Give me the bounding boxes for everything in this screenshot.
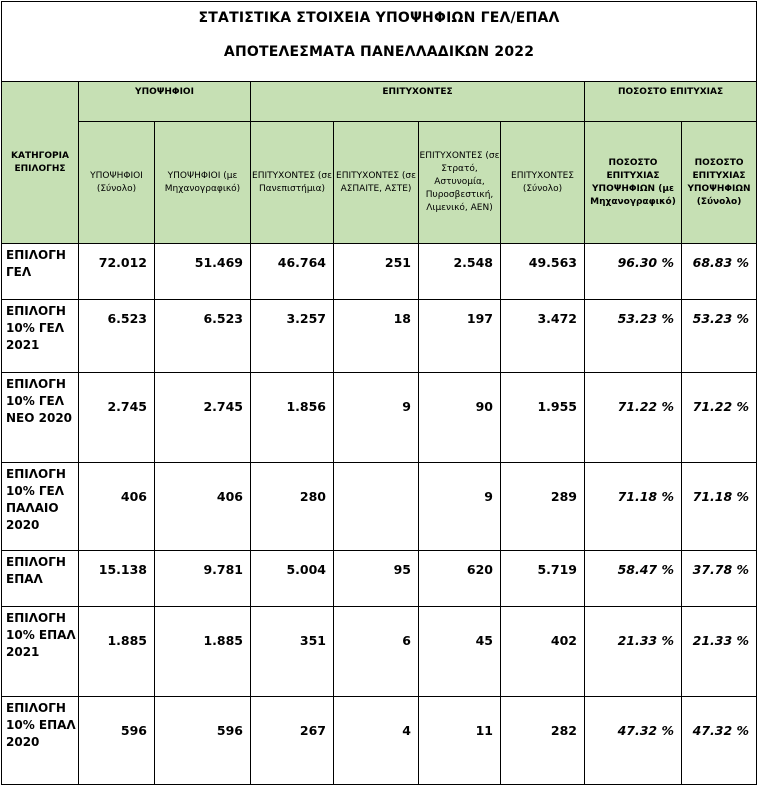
table-cell: 47.32 % xyxy=(682,697,757,785)
table-cell: 45 xyxy=(419,607,501,697)
table-cell: 53.23 % xyxy=(682,300,757,373)
table-cell: 58.47 % xyxy=(585,551,682,607)
table-cell: 267 xyxy=(251,697,334,785)
stats-table xyxy=(1,1,757,785)
table-row xyxy=(2,697,757,785)
column-header: ΕΠΙΤΥΧΟΝΤΕΣ (Σύνολο) xyxy=(501,122,585,244)
row-category: ΕΠΙΛΟΓΗ 10% ΓΕΛ ΝΕΟ 2020 xyxy=(2,373,79,463)
table-cell: 49.563 xyxy=(501,244,585,300)
table-row xyxy=(2,373,757,463)
table-cell: 11 xyxy=(419,697,501,785)
table-row xyxy=(2,300,757,373)
table-cell: 5.719 xyxy=(501,551,585,607)
table-row xyxy=(2,463,757,551)
column-header-row xyxy=(2,122,757,244)
table-cell: 289 xyxy=(501,463,585,551)
table-cell: 280 xyxy=(251,463,334,551)
table-cell: 90 xyxy=(419,373,501,463)
column-header: ΕΠΙΤΥΧΟΝΤΕΣ (σε ΑΣΠΑΙΤΕ, ΑΣΤΕ) xyxy=(334,122,419,244)
table-cell xyxy=(334,463,419,551)
table-cell: 197 xyxy=(419,300,501,373)
column-header: ΠΟΣΟΣΤΟ ΕΠΙΤΥΧΙΑΣ ΥΠΟΨΗΦΙΩΝ (Σύνολο) xyxy=(682,122,757,244)
table-cell: 71.18 % xyxy=(585,463,682,551)
table-cell: 3.472 xyxy=(501,300,585,373)
table-cell: 2.548 xyxy=(419,244,501,300)
group-header-candidates: ΥΠΟΨΗΦΙΟΙ xyxy=(79,82,251,122)
table-cell: 4 xyxy=(334,697,419,785)
table-cell: 596 xyxy=(155,697,251,785)
title-line-2: ΑΠΟΤΕΛΕΣΜΑΤΑ ΠΑΝΕΛΛΑΔΙΚΩΝ 2022 xyxy=(223,44,535,60)
table-cell: 95 xyxy=(334,551,419,607)
table-cell: 6 xyxy=(334,607,419,697)
column-header: ΥΠΟΨΗΦΙΟΙ (με Μηχανογραφικό) xyxy=(155,122,251,244)
table-cell: 5.004 xyxy=(251,551,334,607)
table-cell: 406 xyxy=(79,463,155,551)
row-category: ΕΠΙΛΟΓΗ 10% ΓΕΛ 2021 xyxy=(2,300,79,373)
title-cell xyxy=(2,2,757,82)
table-cell: 9 xyxy=(419,463,501,551)
table-cell: 68.83 % xyxy=(682,244,757,300)
table-cell: 71.18 % xyxy=(682,463,757,551)
table-cell: 402 xyxy=(501,607,585,697)
table-cell: 2.745 xyxy=(155,373,251,463)
table-row xyxy=(2,244,757,300)
row-category: ΕΠΙΛΟΓΗ 10% ΕΠΑΛ 2020 xyxy=(2,697,79,785)
table-cell: 282 xyxy=(501,697,585,785)
table-cell: 251 xyxy=(334,244,419,300)
table-cell: 9 xyxy=(334,373,419,463)
group-header-success-rate: ΠΟΣΟΣΤΟ ΕΠΙΤΥΧΙΑΣ xyxy=(585,82,757,122)
row-category: ΕΠΙΛΟΓΗ ΓΕΛ xyxy=(2,244,79,300)
table-cell: 72.012 xyxy=(79,244,155,300)
table-cell: 1.885 xyxy=(79,607,155,697)
title-line-1: ΣΤΑΤΙΣΤΙΚΑ ΣΤΟΙΧΕΙΑ ΥΠΟΨΗΦΙΩΝ ΓΕΛ/ΕΠΑΛ xyxy=(198,10,560,26)
table-cell: 47.32 % xyxy=(585,697,682,785)
table-cell: 351 xyxy=(251,607,334,697)
table-cell: 596 xyxy=(79,697,155,785)
table-cell: 9.781 xyxy=(155,551,251,607)
table-cell: 620 xyxy=(419,551,501,607)
table-cell: 406 xyxy=(155,463,251,551)
table-cell: 71.22 % xyxy=(585,373,682,463)
table-row xyxy=(2,551,757,607)
table-cell: 46.764 xyxy=(251,244,334,300)
table-cell: 18 xyxy=(334,300,419,373)
category-header: ΚΑΤΗΓΟΡΙΑ ΕΠΙΛΟΓΗΣ xyxy=(2,82,79,244)
table-cell: 37.78 % xyxy=(682,551,757,607)
table-cell: 3.257 xyxy=(251,300,334,373)
table-cell: 21.33 % xyxy=(585,607,682,697)
table-cell: 15.138 xyxy=(79,551,155,607)
table-cell: 1.885 xyxy=(155,607,251,697)
table-cell: 6.523 xyxy=(155,300,251,373)
column-header: ΥΠΟΨΗΦΙΟΙ (Σύνολο) xyxy=(79,122,155,244)
table-cell: 2.745 xyxy=(79,373,155,463)
table-cell: 6.523 xyxy=(79,300,155,373)
column-header: ΠΟΣΟΣΤΟ ΕΠΙΤΥΧΙΑΣ ΥΠΟΨΗΦΙΩΝ (με Μηχανογραφικό) xyxy=(585,122,682,244)
column-header: ΕΠΙΤΥΧΟΝΤΕΣ (σε Στρατό, Αστυνομία, Πυροσβεστική, Λιμενικό, ΑΕΝ) xyxy=(419,122,501,244)
table-cell: 71.22 % xyxy=(682,373,757,463)
group-header-row xyxy=(2,82,757,122)
row-category: ΕΠΙΛΟΓΗ 10% ΓΕΛ ΠΑΛΑΙΟ 2020 xyxy=(2,463,79,551)
table-cell: 51.469 xyxy=(155,244,251,300)
title-row xyxy=(2,2,757,82)
row-category: ΕΠΙΛΟΓΗ 10% ΕΠΑΛ 2021 xyxy=(2,607,79,697)
table-cell: 53.23 % xyxy=(585,300,682,373)
table-row xyxy=(2,607,757,697)
table-cell: 1.955 xyxy=(501,373,585,463)
table-cell: 96.30 % xyxy=(585,244,682,300)
table-cell: 1.856 xyxy=(251,373,334,463)
table-cell: 21.33 % xyxy=(682,607,757,697)
group-header-successful: ΕΠΙΤΥΧΟΝΤΕΣ xyxy=(251,82,585,122)
column-header: ΕΠΙΤΥΧΟΝΤΕΣ (σε Πανεπιστήμια) xyxy=(251,122,334,244)
row-category: ΕΠΙΛΟΓΗ ΕΠΑΛ xyxy=(2,551,79,607)
